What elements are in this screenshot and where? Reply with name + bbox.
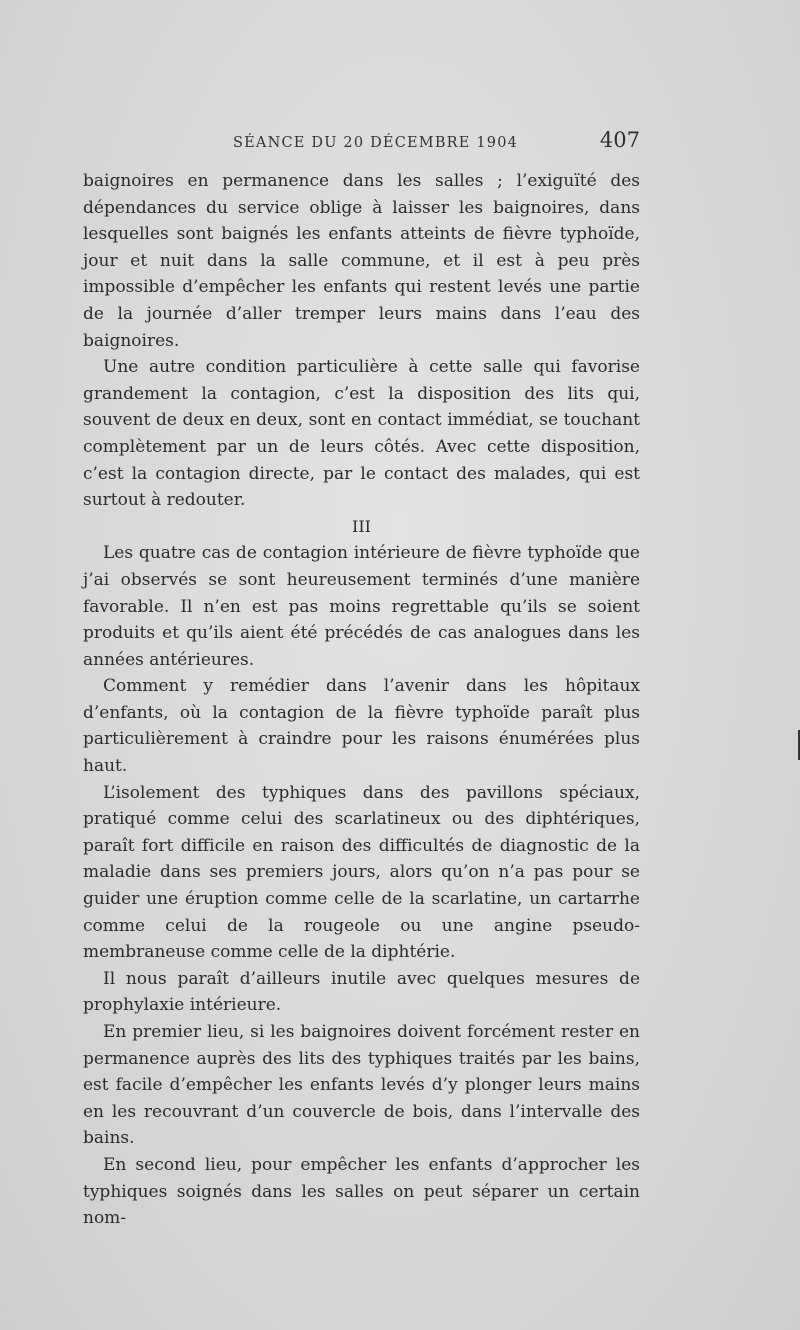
page-number: 407 (599, 128, 640, 152)
page-header (83, 128, 643, 158)
running-head: SÉANCE DU 20 DÉCEMBRE 1904 (233, 135, 519, 151)
paragraph-5: L’isolement des typhiques dans des pavillons spéciaux, pratiqué comme celui des scarlatineux ou des diphtériques, paraît fort difficile en raison des difficultés de diagnostic de la maladie dans ses premiers jours, alors qu’on n’a pas pour se guider une éruption comme celle de la scarlatine, un cartarrhe comme celui de la rougeole ou une angine pseudo-membraneuse comme celle de la diphtérie. (83, 782, 640, 963)
paragraph-1: baignoires en permanence dans les salles ; l’exiguïté des dépendances du service oblige à laisser les baignoires, dans lesquelles sont baignés les enfants atteints de fièvre typhoïde, jour et nuit dans la salle commune, et il est à peu près impossible d’empêcher les enfants qui restent levés une partie de la journée d’aller tremper leurs mains dans l’eau des baignoires. (83, 171, 640, 351)
paragraph-2: Une autre condition particulière à cette salle qui favorise grandement la contagion, c’est la disposition des lits qui, souvent de deux en deux, sont en contact immédiat, se touchant complètement par un de leurs côtés. Avec cette disposition, c’est la contagion directe, par le contact des malades, qui est surtout à redouter. (83, 357, 640, 511)
paragraph-8: En second lieu, pour empêcher les enfants d’approcher les typhiques soignés dans les salles on peut séparer un certain nom- (83, 1154, 640, 1229)
body-text (83, 168, 640, 1232)
section-heading: III (352, 516, 371, 536)
paragraph-6: Il nous paraît d’ailleurs inutile avec quelques mesures de prophylaxie intérieure. (83, 968, 640, 1016)
paragraph-7: En premier lieu, si les baignoires doivent forcément rester en permanence auprès des lits des typhiques traités par les bains, est facile d’empêcher les enfants levés d’y plonger leurs mains en les recouvrant d’un couvercle de bois, dans l’intervalle des bains. (83, 1022, 640, 1149)
paragraph-4: Comment y remédier dans l’avenir dans les hôpitaux d’enfants, où la contagion de la fièvre typhoïde paraît plus particulièrement à craindre pour les raisons énumérées plus haut. (83, 676, 640, 777)
paragraph-3: Les quatre cas de contagion intérieure de fièvre typhoïde que j’ai observés se sont heureusement terminés d’une manière favorable. Il n’en est pas moins regrettable qu’ils se soient produits et qu’ils aient été précédés de cas analogues dans les années antérieures. (83, 543, 640, 670)
